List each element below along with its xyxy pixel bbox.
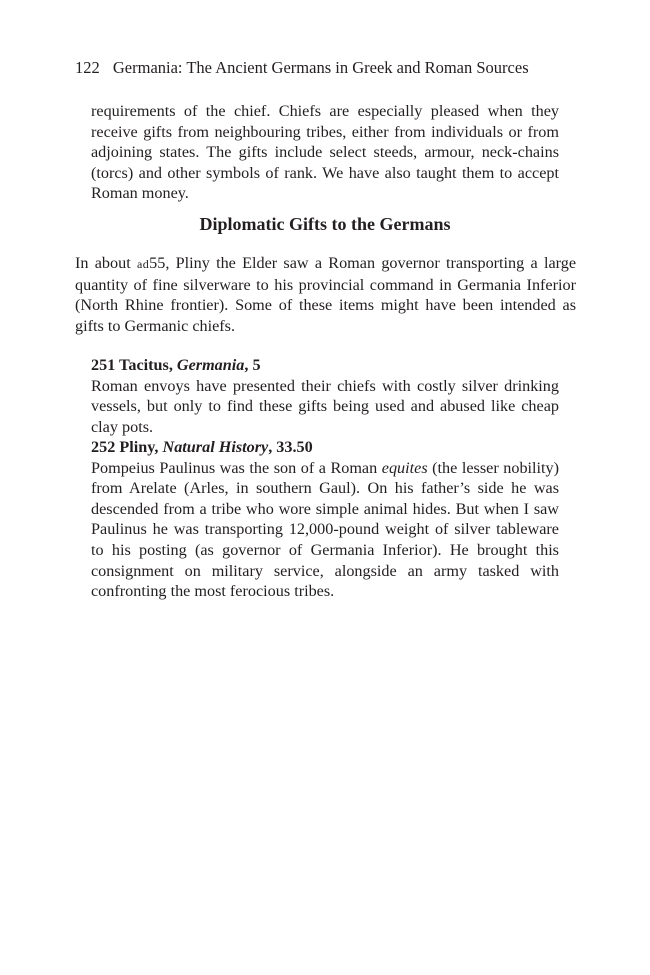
continued-quote xyxy=(91,101,559,204)
source-252 xyxy=(91,437,559,602)
source-number: 252 xyxy=(91,438,116,456)
source-number: 251 xyxy=(91,356,116,374)
book-title: Germania: The Ancient Germans in Greek and Roman Sources xyxy=(112,58,529,77)
source-body-start: Pompeius Paulinus was the son of a Roman xyxy=(91,458,378,477)
intro-prefix: In about xyxy=(75,254,131,272)
source-reference: , 5 xyxy=(244,356,261,374)
continued-quote-text: requirements of the chief. Chiefs are especially pleased when they receive gifts from neighbouring tribes, either from individuals or from adjoining states. The gifts include select steeds, armour, neck-chains (torcs) and other symbols of rank. We have also taught them to accept Roman money. xyxy=(91,102,559,203)
source-251 xyxy=(91,355,559,437)
page-number: 122 xyxy=(75,58,100,77)
source-body xyxy=(91,458,559,602)
running-head xyxy=(75,58,529,78)
source-work: Germania xyxy=(176,356,245,374)
source-body: Roman envoys have presented their chiefs with costly silver drinking vessels, but only to find these gifts being used and abused like cheap clay pots. xyxy=(91,376,559,436)
intro-text: 55, Pliny the Elder saw a Roman governor transporting a large quantity of fine silverware to his provincial command in Germania Inferior (North Rhine frontier). Some of these items might have been intended as gifts to Germanic chiefs. xyxy=(75,254,577,335)
section-intro xyxy=(75,253,576,336)
source-reference: , 33.50 xyxy=(268,438,313,456)
source-heading xyxy=(91,355,559,376)
section-heading: Diplomatic Gifts to the Germans xyxy=(199,214,451,234)
source-work: Natural History xyxy=(162,438,269,456)
source-author: Pliny, xyxy=(119,438,159,456)
source-body-italic-term: equites xyxy=(381,458,428,477)
intro-era: ad xyxy=(136,257,150,271)
source-heading xyxy=(91,437,559,458)
section-intro-paragraph xyxy=(75,253,576,336)
source-author: Tacitus, xyxy=(119,356,173,374)
source-body-end: (the lesser nobility) from Arelate (Arles, in southern Gaul). On his father’s side he was descended from a tribe who wore simple animal hides. But when I saw Paulinus he was transporting 12,000-pound weight of silver tableware to his posting (as governor of Germania Inferior). He brought this consignment on military service, alongside an army tasked with confronting the most ferocious tribes. xyxy=(91,458,560,601)
